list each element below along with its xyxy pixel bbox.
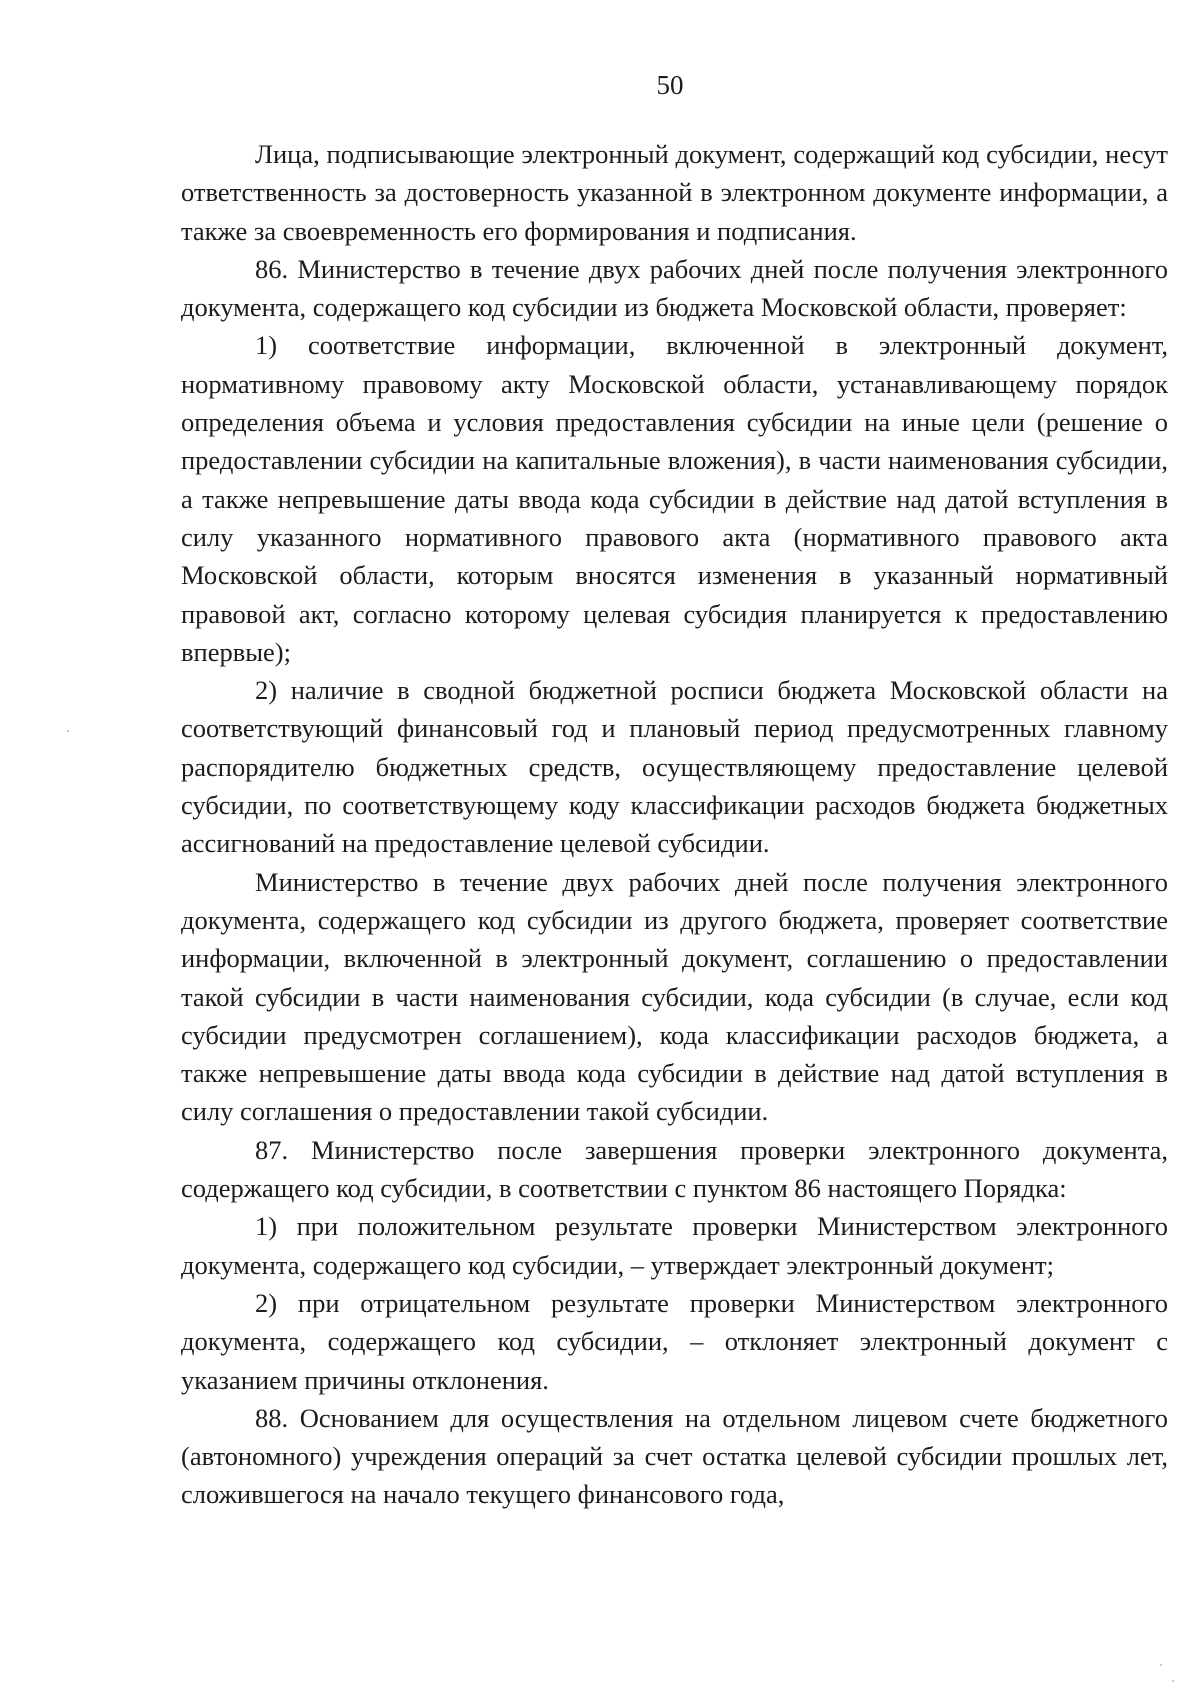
scan-speck bbox=[67, 730, 69, 732]
paragraph-item-87-subitem-1: 1) при положительном результате проверки Министерством электронного документа, содержащего код субсидии, – утверждает электронный документ; bbox=[181, 1211, 1168, 1280]
paragraph-signers-responsibility: Лица, подписывающие электронный документ, содержащий код субсидии, несут ответственность за достоверность указанной в электронном документе информации, а также за своевременность его формирования и подписания. bbox=[181, 139, 1168, 246]
paragraph-item-87: 87. Министерство после завершения проверки электронного документа, содержащего код субсидии, в соответствии с пунктом 86 настоящего Порядка: bbox=[181, 1134, 1168, 1204]
page-number: 50 bbox=[656, 70, 684, 100]
document-body bbox=[181, 135, 1168, 1514]
paragraph-item-86-subitem-2: 2) наличие в сводной бюджетной росписи бюджета Московской области на соответствующий финансовый год и плановый период предусмотренных главному распорядителю бюджетных средств, осуществляющему предоставление целевой субсидии, по соответствующему коду классификации расходов бюджета бюджетных ассигнований на предоставление целевой субсидии. bbox=[181, 675, 1168, 859]
paragraph-item-87-subitem-2: 2) при отрицательном результате проверки Министерством электронного документа, содержащего код субсидии, – отклоняет электронный документ с указанием причины отклонения. bbox=[181, 1287, 1168, 1395]
scan-speck bbox=[1172, 1680, 1174, 1682]
paragraph-item-86: 86. Министерство в течение двух рабочих дней после получения электронного документа, содержащего код субсидии из бюджета Московской области, проверяет: bbox=[181, 253, 1168, 323]
paragraph-item-86-subitem-1: 1) соответствие информации, включенной в электронный документ, нормативному правовому акту Московской области, устанавливающему порядок определения объема и условия предоставления субсидии на иные цели (решение о предоставлении субсидии на капитальные вложения), в части наименования субсидии, а также непревышение даты ввода кода субсидии в действие над датой вступления в силу указанного нормативного правового акта (нормативного правового акта Московской области, которым вносятся изменения в указанный нормативный правовой акт, согласно которому целевая субсидия планируется к предоставлению впервые); bbox=[181, 330, 1168, 667]
paragraph-other-budget-check: Министерство в течение двух рабочих дней после получения электронного документа, содержащего код субсидии из другого бюджета, проверяет соответствие информации, включенной в электронный документ, соглашению о предоставлении такой субсидии в части наименования субсидии, кода субсидии (в случае, если код субсидии предусмотрен соглашением), кода классификации расходов бюджета, а также непревышение даты ввода кода субсидии в действие над датой вступления в силу соглашения о предоставлении такой субсидии. bbox=[181, 866, 1168, 1127]
scan-speck bbox=[1160, 1664, 1162, 1666]
paragraph-item-88: 88. Основанием для осуществления на отдельном лицевом счете бюджетного (автономного) учреждения операций за счет остатка целевой субсидии прошлых лет, сложившегося на начало текущего финансового года, bbox=[181, 1402, 1168, 1510]
